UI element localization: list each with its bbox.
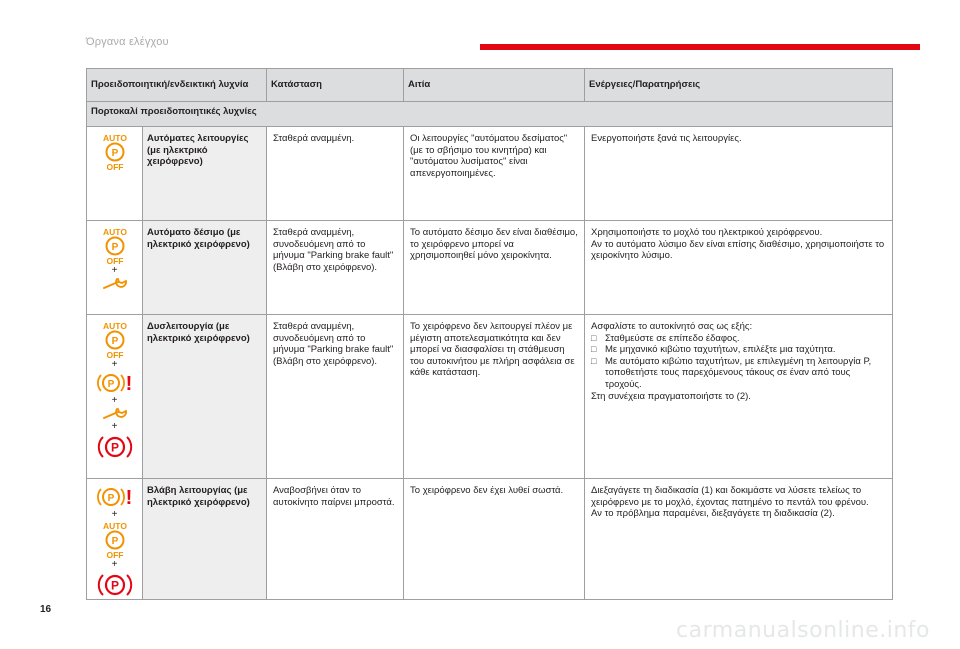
brake-warning-icon (96, 485, 134, 509)
actions-outro: Στη συνέχεια πραγματοποιήστε το (2). (591, 390, 751, 402)
wrench-icon (100, 407, 130, 421)
col-header-actions: Ενέργειες/Παρατηρήσεις (585, 69, 893, 102)
page-number: 16 (40, 604, 52, 615)
lamp-name: Βλάβη λειτουργίας (με ηλεκτρικό χειρόφρενο) (143, 479, 267, 600)
auto-off-parking-icon (98, 321, 132, 359)
auto-off-parking-icon (98, 227, 132, 265)
svg-text:P: P (107, 493, 114, 504)
plus-sign: + (111, 265, 118, 276)
svg-text:AUTO: AUTO (102, 521, 127, 531)
svg-text:P: P (107, 379, 114, 390)
watermark: carmanualsonline.info (676, 618, 930, 643)
table-header-row (87, 69, 893, 102)
wrench-icon (100, 277, 130, 291)
lamp-state: Σταθερά αναμμένη, συνοδευόμενη από το μήνυμα "Parking brake fault" (Βλάβη στο χειρόφρενο). (267, 221, 404, 315)
lamp-icons (87, 127, 143, 221)
col-header-lamp: Προειδοποιητική/ενδεικτική λυχνία (87, 69, 267, 102)
svg-text:OFF: OFF (106, 162, 123, 171)
lamp-cause: Το χειρόφρενο δεν έχει λυθεί σωστά. (404, 479, 585, 600)
lamp-cause: Το χειρόφρενο δεν λειτουργεί πλέον με μέγιστη αποτελεσματικότητα και δεν μπορεί να διασφαλίσει τη στάθμευση του αυτοκινήτου με πλήρη ασφάλεια σε κάθε κατάσταση. (404, 315, 585, 479)
list-item: □ Σταθμεύστε σε επίπεδο έδαφος. (591, 333, 886, 345)
svg-text:AUTO: AUTO (102, 227, 127, 237)
brake-warning-icon (96, 371, 134, 395)
lamp-name: Δυσλειτουργία (με ηλεκτρικό χειρόφρενο) (143, 315, 267, 479)
lamp-name: Αυτόματο δέσιμο (με ηλεκτρικό χειρόφρενο) (143, 221, 267, 315)
col-header-state: Κατάσταση (267, 69, 404, 102)
lamp-state: Σταθερά αναμμένη. (267, 127, 404, 221)
parking-brake-red-icon (96, 433, 134, 461)
svg-text:P: P (111, 536, 118, 547)
warning-lamps-table (86, 68, 893, 600)
svg-text:P: P (111, 336, 118, 347)
svg-text:!: ! (125, 487, 132, 509)
lamp-actions (585, 479, 893, 600)
action-line: Διεξαγάγετε τη διαδικασία (1) και δοκιμάστε να λύσετε τελείως το χειρόφρενο με το μοχλό, έχοντας πατημένο το πεντάλ του φρένου. (591, 485, 869, 508)
svg-text:!: ! (125, 373, 132, 395)
action-list (591, 333, 886, 391)
svg-text:P: P (111, 148, 118, 159)
plus-sign: + (111, 559, 118, 570)
table-row (87, 127, 893, 221)
action-line: Αν το αυτόματο λύσιμο δεν είναι επίσης διαθέσιμο, χρησιμοποιήστε το χειροκίνητο λύσιμο. (591, 238, 885, 262)
section-heading-row (87, 102, 893, 127)
lamp-state: Σταθερά αναμμένη, συνοδευόμενη από το μήνυμα "Parking brake fault" (Βλάβη στο χειρόφρενο). (267, 315, 404, 479)
action-line: Αν το πρόβλημα παραμένει, διεξαγάγετε τη διαδικασία (2). (591, 508, 835, 520)
auto-off-parking-icon (98, 521, 132, 559)
actions-intro: Ασφαλίστε το αυτοκίνητό σας ως εξής: (591, 321, 753, 332)
lamp-icons (87, 221, 143, 315)
lamp-cause: Οι λειτουργίες "αυτόματου δεσίματος" (με το σβήσιμο του κινητήρα) και "αυτόματου λυσίματος" είναι απενεργοποιημένες. (404, 127, 585, 221)
svg-text:OFF: OFF (106, 550, 123, 559)
lamp-actions (585, 221, 893, 315)
lamp-icons (87, 479, 143, 600)
svg-text:P: P (110, 578, 119, 593)
lamp-icons (87, 315, 143, 479)
svg-text:AUTO: AUTO (102, 133, 127, 143)
table-row (87, 479, 893, 600)
list-item: □ Με αυτόματο κιβώτιο ταχυτήτων, με επιλεγμένη τη λειτουργία P, τοποθετήστε τους παρεχόμενους τάκους σε έναν από τους τροχούς. (591, 356, 886, 391)
lamp-actions (585, 127, 893, 221)
plus-sign: + (111, 509, 118, 520)
svg-text:P: P (110, 440, 119, 455)
svg-text:OFF: OFF (106, 350, 123, 359)
parking-brake-red-icon (96, 571, 134, 599)
table-row (87, 221, 893, 315)
action-line: Χρησιμοποιήστε το μοχλό του ηλεκτρικού χειρόφρενου. (591, 227, 823, 238)
lamp-state: Αναβοσβήνει όταν το αυτοκίνητο παίρνει μπροστά. (267, 479, 404, 600)
col-header-cause: Αιτία (404, 69, 585, 102)
header-accent-bar (480, 44, 920, 50)
table-row (87, 315, 893, 479)
lamp-cause: Το αυτόματο δέσιμο δεν είναι διαθέσιμο, το χειρόφρενο μπορεί να χρησιμοποιηθεί μόνο χειροκίνητα. (404, 221, 585, 315)
lamp-name: Αυτόματες λειτουργίες (με ηλεκτρικό χειρόφρενο) (143, 127, 267, 221)
section-title: Όργανα ελέγχου (86, 36, 169, 48)
plus-sign: + (111, 421, 118, 432)
section-heading: Πορτοκαλί προειδοποιητικές λυχνίες (87, 102, 893, 127)
plus-sign: + (111, 395, 118, 406)
list-item: □ Με μηχανικό κιβώτιο ταχυτήτων, επιλέξτε μια ταχύτητα. (591, 344, 886, 356)
svg-text:AUTO: AUTO (102, 321, 127, 331)
action-line: Ενεργοποιήστε ξανά τις λειτουργίες. (591, 133, 742, 144)
svg-text:OFF: OFF (106, 256, 123, 265)
auto-off-parking-icon (98, 133, 132, 171)
plus-sign: + (111, 359, 118, 370)
lamp-actions (585, 315, 893, 479)
svg-text:P: P (111, 242, 118, 253)
